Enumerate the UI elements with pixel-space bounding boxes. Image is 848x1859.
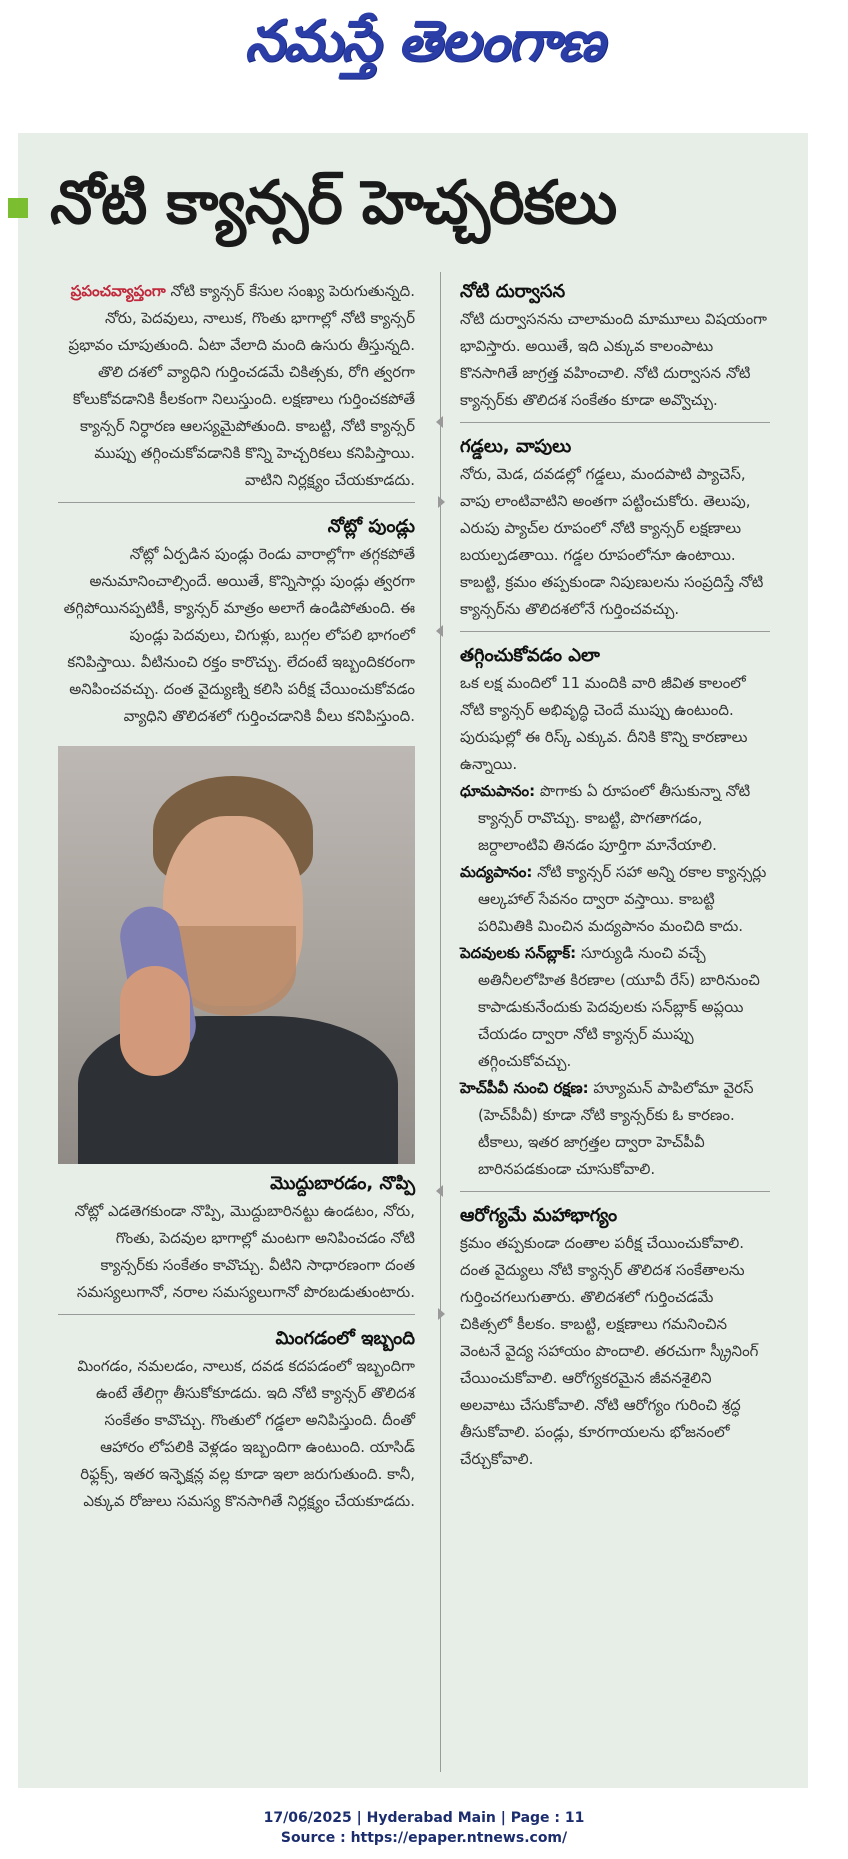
intro-text: నోటి క్యాన్సర్ కేసుల సంఖ్య పెరుగుతున్నది. నోరు, పెదవులు, నాలుక, గొంతు భాగాల్లో నోటి క్యాన్సర్ ప్రభావం చూపుతుంది. ఏటా వేలాది మంది ఉసురు తీస్తున్నది. తొలి దశలో వ్యాధిని గుర్తించడమే చికిత్సకు, రోగి త్వరగా కోలుకోవడానికి కీలకంగా నిలుస్తుంది. లక్షణాలు గుర్తించకపోతే క్యాన్సర్ నిర్ధారణ ఆలస్యమైపోతుంది. కాబట్టి, నోటి క్యాన్సర్ ముప్పు తగ్గించుకోవడానికి కొన్ని హెచ్చరికలు కనిపిస్తాయి. వాటిని నిర్లక్ష్యం చేయకూడదు. xyxy=(68,282,415,489)
list-item xyxy=(460,778,770,859)
section-text: నోట్లో ఏర్పడిన పుండ్లు రెండు వారాల్లోగా తగ్గకపోతే అనుమానించాల్సిందే. అయితే, కొన్నిసార్లు పుండ్లు త్వరగా తగ్గిపోయినప్పటికీ, క్యాన్సర్ మాత్రం అలాగే ఉండిపోతుంది. ఈ పుండ్లు పెదవులు, చిగుళ్లు, బుగ్గల లోపలి భాగంలో కనిపిస్తాయి. వీటినుంచి రక్తం కారొచ్చు. లేదంటే ఇబ్బందికరంగా అనిపించవచ్చు. దంత వైద్యుణ్ని కలిసి పరీక్ష చేయించుకోవడం వ్యాధిని తొలిదశలో గుర్తించడానికి వీలు కనిపిస్తుంది. xyxy=(63,545,415,725)
section-heading: మింగడంలో ఇబ్బంది xyxy=(275,1328,415,1349)
section-text: ఒక లక్ష మందిలో 11 మందికి వారి జీవిత కాలంలో నోటి క్యాన్సర్ అభివృద్ధి చెందే ముప్పు ఉంటుంది. పురుషుల్లో ఈ రిస్క్ ఎక్కువ. దీనికి కొన్ని కారణాలు ఉన్నాయి. xyxy=(460,674,748,773)
item-text: పొగాకు ఏ రూపంలో తీసుకున్నా నోటి క్యాన్సర్ రావొచ్చు. కాబట్టి, పొగతాగడం, జర్దాలాంటివి తినడం పూర్తిగా మానేయాలి. xyxy=(478,782,751,854)
section-heading: నోటి దుర్వాసన xyxy=(460,281,566,302)
section-rule xyxy=(460,1191,770,1192)
masthead-logo: నమస్తే తెలంగాణ xyxy=(244,8,604,74)
section-heading: గడ్డలు, వాపులు xyxy=(460,436,572,457)
left-column xyxy=(58,278,415,1515)
item-text: నోటి క్యాన్సర్ సహా అన్ని రకాల క్యాన్సర్లు ఆల్కహాల్ సేవనం ద్వారా వస్తాయి. కాబట్టి పరిమితికి మించిన మద్యపానం మంచిది కాదు. xyxy=(478,863,767,935)
headline-marker xyxy=(8,198,28,218)
section-text: క్రమం తప్పకుండా దంతాల పరీక్ష చేయించుకోవాలి. దంత వైద్యులు నోటి క్యాన్సర్ తొలిదశ సంకేతాలను గుర్తించగలుగుతారు. తొలిదశలో గుర్తించడమే చికిత్సలో కీలకం. కాబట్టి, లక్షణాలు గమనించిన వెంటనే వైద్య సహాయం పొందాలి. తరచుగా స్క్రీనింగ్ చేయించుకోవాలి. ఆరోగ్యకరమైన జీవనశైలిని అలవాటు చేసుకోవాలి. నోటి ఆరోగ్యం గురించి శ్రద్ధ తీసుకోవాలి. పండ్లు, కూరగాయలను భోజనంలో చేర్చుకోవాలి. xyxy=(460,1234,759,1468)
section-heading: మొద్దుబారడం, నొప్పి xyxy=(270,1173,415,1194)
section-heading: ఆరోగ్యమే మహాభాగ్యం xyxy=(460,1205,618,1226)
footer-source-link[interactable]: Source : https://epaper.ntnews.com/ xyxy=(280,1830,568,1846)
photo-hand xyxy=(120,966,190,1076)
article-photo xyxy=(58,746,415,1164)
item-text: సూర్యుడి నుంచి వచ్చే అతినీలలోహిత కిరణాల (యూవీ రేస్) బారినుంచి కాపాడుకునేందుకు పెదవులకు సన్‌బ్లాక్ అప్లయి చేయడం ద్వారా నోటి క్యాన్సర్ ముప్పు తగ్గించుకోవచ్చు. xyxy=(478,944,760,1070)
headline: నోటి క్యాన్సర్ హెచ్చరికలు xyxy=(50,168,617,238)
intro-lead: ప్రపంచవ్యాప్తంగా xyxy=(70,282,166,300)
list-item xyxy=(460,940,770,1075)
section-text: మింగడం, నమలడం, నాలుక, దవడ కదపడంలో ఇబ్బందిగా ఉంటే తేలిగ్గా తీసుకోకూడదు. ఇది నోటి క్యాన్సర్ తొలిదశ సంకేతం కావొచ్చు. గొంతులో గడ్డలా అనిపిస్తుంది. దీంతో ఆహారం లోపలికి వెళ్లడం ఇబ్బందిగా ఉంటుంది. యాసిడ్ రిఫ్లక్స్, ఇతర ఇన్ఫెక్షన్ల వల్ల కూడా ఇలా జరుగుతుంది. కానీ, ఎక్కువ రోజులు సమస్య కొనసాగితే నిర్లక్ష్యం చేయకూడదు. xyxy=(77,1357,415,1510)
right-column xyxy=(460,278,770,1473)
section-rule xyxy=(58,1314,415,1315)
list-item xyxy=(460,859,770,940)
footer xyxy=(0,1808,848,1848)
section-rule xyxy=(460,422,770,423)
section-heading: తగ్గించుకోవడం ఎలా xyxy=(460,645,600,666)
section-heading: నోట్లో పుండ్లు xyxy=(327,516,415,537)
item-label: పెదవులకు సన్‌బ్లాక్: xyxy=(460,944,577,962)
section-rule xyxy=(58,502,415,503)
footer-date-line: 17/06/2025 | Hyderabad Main | Page : 11 xyxy=(263,1810,585,1826)
section-rule xyxy=(460,631,770,632)
item-label: హెచ్‌పీవీ నుంచి రక్షణ: xyxy=(460,1079,589,1097)
item-label: ధూమపానం: xyxy=(460,782,536,800)
section-text: నోట్లో ఎడతెగకుండా నొప్పి, మొద్దుబారినట్టు ఉండటం, నోరు, గొంతు, పెదవుల భాగాల్లో మంటగా అనిపించడం నోటి క్యాన్సర్‌కు సంకేతం కావొచ్చు. వీటిని సాధారణంగా దంత సమస్యలుగానో, నరాల సమస్యలుగానో పొరబడుతుంటారు. xyxy=(74,1202,415,1301)
item-label: మద్యపానం: xyxy=(460,863,533,881)
section-text: నోరు, మెడ, దవడల్లో గడ్డలు, మందపాటి ప్యాచెస్, వాపు లాంటివాటిని అంతగా పట్టించుకోరు. తెలుపు, ఎరుపు ప్యాచ్‌ల రూపంలో నోటి క్యాన్సర్ లక్షణాలు బయల్పడతాయి. గడ్డల రూపంలోనూ ఉంటాయి. కాబట్టి, క్రమం తప్పకుండా నిపుణులను సంప్రదిస్తే నోటి క్యాన్సర్‌ను తొలిదశలోనే గుర్తించవచ్చు. xyxy=(460,465,764,618)
list-item xyxy=(460,1075,770,1183)
item-text: హ్యూమన్ పాపిలోమా వైరస్ (హెచ్‌పీవీ) కూడా నోటి క్యాన్సర్‌కు ఓ కారణం. టీకాలు, ఇతర జాగ్రత్తల ద్వారా హెచ్‌పీవీ బారినపడకుండా చూసుకోవాలి. xyxy=(478,1079,754,1178)
intro-paragraph xyxy=(58,278,415,494)
section-text: నోటి దుర్వాసనను చాలామంది మామూలు విషయంగా భావిస్తారు. అయితే, ఇది ఎక్కువ కాలంపాటు కొనసాగితే జాగ్రత్త వహించాలి. నోటి దుర్వాసన నోటి క్యాన్సర్‌కు తొలిదశ సంకేతం కూడా అవ్వొచ్చు. xyxy=(460,310,767,409)
